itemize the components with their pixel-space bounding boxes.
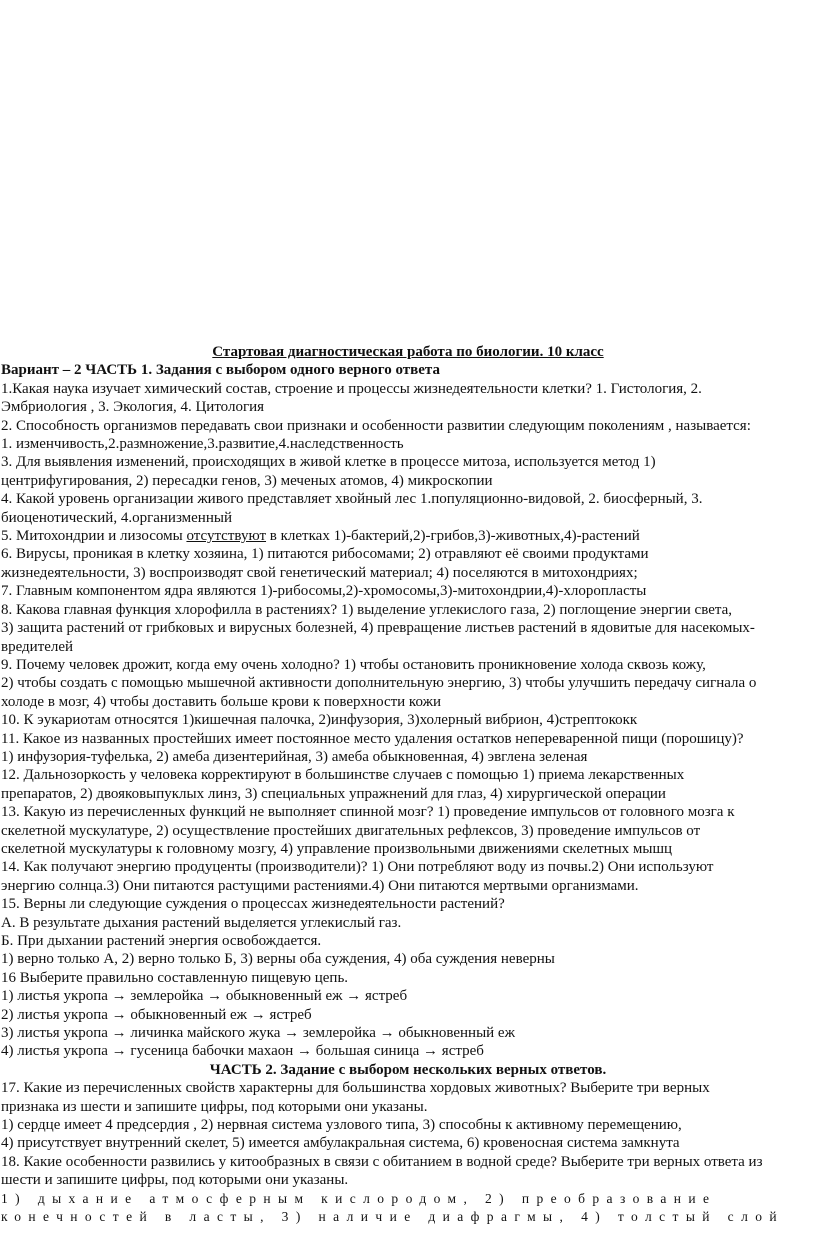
text-line: 1. изменчивость,2.размножение,3.развитие,4.наследственность xyxy=(1,436,404,453)
text-line: вредителей xyxy=(1,638,74,655)
text-line: 4. Какой уровень организации живого представляет хвойный лес 1.популяционно-видовой, 2. биосферный, 3. xyxy=(1,491,703,508)
text-line: шести и запишите цифры, под которыми они указаны. xyxy=(1,1172,349,1189)
text-line: жизнедеятельности, 3) воспроизводят свой генетический материал; 4) поселяются в митохондриях; xyxy=(1,564,638,581)
text-line: 3) листья укропа → личинка майского жука → землеройка → обыкновенный еж xyxy=(1,1025,515,1042)
text-line: энергию солнца.3) Они питаются растущими растениями.4) Они питаются мертвыми организмами. xyxy=(1,877,639,894)
text-line: 3) защита растений от грибковых и вирусных болезней, 4) превращение листьев растений в ядовитые для насекомых- xyxy=(1,620,755,637)
text-line: холоде в мозг, 4) чтобы доставить больше крови к поверхности кожи xyxy=(1,693,441,710)
text-line: 15. Верны ли следующие суждения о процессах жизнедеятельности растений? xyxy=(1,896,505,913)
text-line: 1) листья укропа → землеройка → обыкновенный еж → ястреб xyxy=(1,988,408,1005)
text-line: 1.Какая наука изучает химический состав, строение и процессы жизнедеятельности клетки? 1. Гистология, 2. xyxy=(1,380,702,397)
text-line: 11. Какое из названных простейших имеет постоянное место удаления остатков непереваренной пищи (порошицу)? xyxy=(1,730,744,747)
text-line: признака из шести и запишите цифры, под которыми они указаны. xyxy=(1,1098,428,1115)
questions-17-18 xyxy=(1,1079,815,1189)
text-line: 2. Способность организмов передавать свои признаки и особенности развитии следующим поколениям , называется: xyxy=(1,417,751,434)
text-line: 8. Какова главная функция хлорофилла в растениях? 1) выделение углекислого газа, 2) поглощение энергии света, xyxy=(1,601,733,618)
text-line: 9. Почему человек дрожит, когда ему очень холодно? 1) чтобы остановить проникновение холода сквозь кожу, xyxy=(1,656,706,673)
text-line: препаратов, 2) двояковыпуклых линз, 3) специальных упражнений для глаз, 4) хирургической операции xyxy=(1,785,666,802)
text-line: 16 Выберите правильно составленную пищевую цепь. xyxy=(1,969,349,986)
document-title: Стартовая диагностическая работа по биологии. 10 класс xyxy=(212,344,604,360)
text-line: скелетной мускулатуры к головному мозгу, 4) управление произвольными движениями скелетных мышц xyxy=(1,840,673,857)
question-5 xyxy=(1,527,815,545)
text-line: 4) присутствует внутренний скелет, 5) имеется амбулакральная система, 6) кровеносная система замкнута xyxy=(1,1135,680,1152)
text-line: Эмбриология , 3. Экология, 4. Цитология xyxy=(1,399,265,416)
text-line: 3. Для выявления изменений, происходящих в живой клетке в процессе митоза, используется метод 1) xyxy=(1,454,656,471)
text-line: 1) сердце имеет 4 предсердия , 2) нервная система узлового типа, 3) способны к активному перемещению, xyxy=(1,1117,682,1134)
text-line: 2) чтобы создать с помощью мышечной активности дополнительную энергию, 3) чтобы улучшить передачу сигнала о xyxy=(1,675,757,692)
spaced-line: конечностей в ласты, 3) наличие диафрагмы, 4) толстый слой xyxy=(1,1209,784,1225)
text-line: 7. Главным компонентом ядра являются 1)-рибосомы,2)-хромосомы,3)-митохондрии,4)-хлоропласты xyxy=(1,583,647,600)
text-line: 1) инфузория-туфелька, 2) амеба дизентерийная, 3) амеба обыкновенная, 4) эвглена зеленая xyxy=(1,748,588,765)
text-line: А. В результате дыхания растений выделяется углекислый газ. xyxy=(1,914,402,931)
text-line: 2) листья укропа → обыкновенный еж → ястреб xyxy=(1,1006,312,1023)
text-line: 18. Какие особенности развились у китообразных в связи с обитанием в водной среде? Выберите три верных ответа из xyxy=(1,1153,763,1170)
spaced-line: 1) дыхание атмосферным кислородом, 2) преобразование xyxy=(1,1190,717,1206)
text-line: 4) листья укропа → гусеница бабочки махаон → большая синица → ястреб xyxy=(1,1043,484,1060)
questions-6-16 xyxy=(1,545,815,1060)
variant-heading: Вариант – 2 ЧАСТЬ 1. Задания с выбором одного верного ответа xyxy=(1,362,440,379)
text-line: 12. Дальнозоркость у человека корректируют в большинстве случаев с помощью 1) приема лекарственных xyxy=(1,767,685,784)
part2-heading: ЧАСТЬ 2. Задание с выбором нескольких верных ответов. xyxy=(209,1061,607,1078)
text-line: биоценотический, 4.организменный xyxy=(1,509,232,526)
q5-underlined: отсутствуют xyxy=(186,528,267,545)
text-line: скелетной мускулатуре, 2) осуществление простейших двигательных рефлексов, 3) проведение импульсов от xyxy=(1,822,701,839)
text-line: 10. К эукариотам относятся 1)кишечная палочка, 2)инфузория, 3)холерный вибрион, 4)стрептококк xyxy=(1,712,638,729)
text-line: 17. Какие из перечисленных свойств характерны для большинства хордовых животных? Выберите три верных xyxy=(1,1080,710,1097)
text-line: Б. При дыхании растений энергия освобождается. xyxy=(1,933,322,949)
text-line: 6. Вирусы, проникая в клетку хозяина, 1) питаются рибосомами; 2) отравляют её своими продуктами xyxy=(1,546,649,563)
q5-text: в клетках 1)-бактерий,2)-грибов,3)-животных,4)-растений xyxy=(266,528,640,545)
text-line: 14. Как получают энергию продуценты (производители)? 1) Они потребляют воду из почвы.2) Они используют xyxy=(1,859,714,876)
questions-1-4 xyxy=(1,380,815,527)
text-line: 1) верно только А, 2) верно только Б, 3) верны оба суждения, 4) оба суждения неверны xyxy=(1,951,555,968)
text-line: 13. Какую из перечисленных функций не выполняет спинной мозг? 1) проведение импульсов от головного мозга к xyxy=(1,804,735,821)
q5-text: 5. Митохондрии и лизосомы xyxy=(1,528,187,545)
document-page xyxy=(1,343,815,1227)
text-line: центрифугирования, 2) пересадки генов, 3) меченых атомов, 4) микроскопии xyxy=(1,472,493,489)
